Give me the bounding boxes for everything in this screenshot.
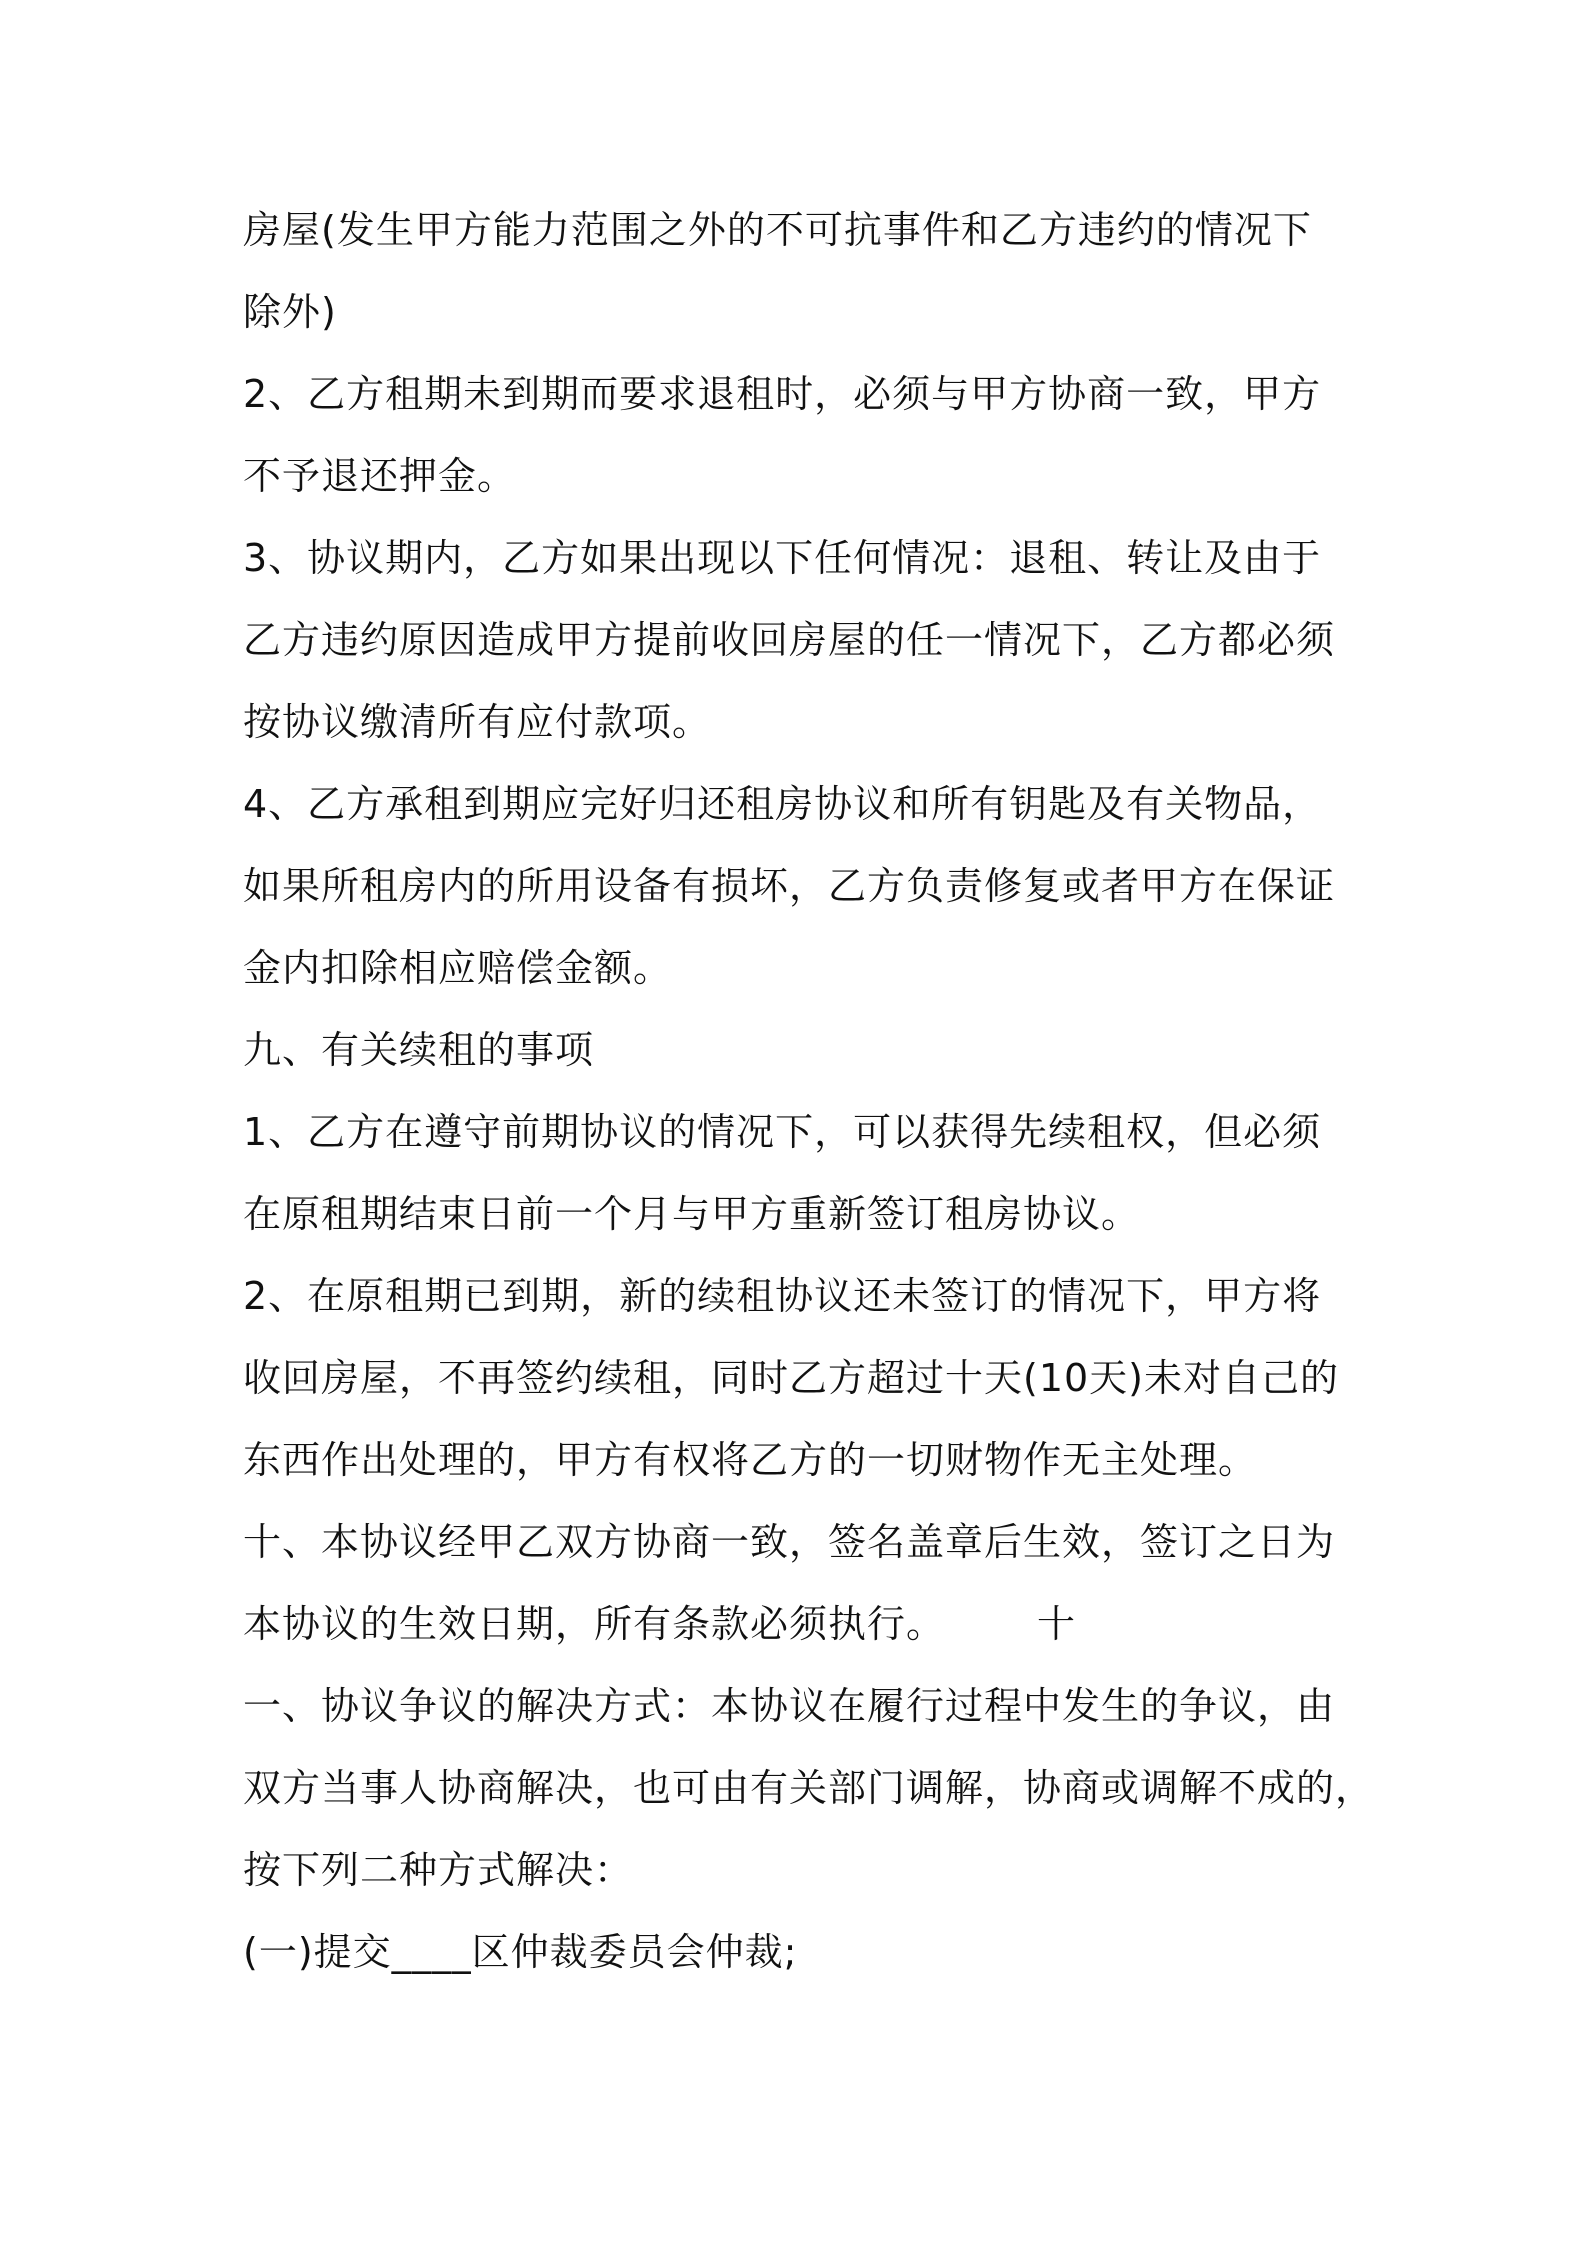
text-line: 在原租期结束日前一个月与甲方重新签订租房协议。 <box>243 1192 1141 1236</box>
text-line: 一、协议争议的解决方式：本协议在履行过程中发生的争议，由 <box>243 1684 1336 1728</box>
text-line: 金内扣除相应赔偿金额。 <box>243 946 673 990</box>
text-line: 收回房屋，不再签约续租，同时乙方超过十天(10天)未对自己的 <box>243 1356 1340 1400</box>
text-line: 十、本协议经甲乙双方协商一致，签名盖章后生效，签订之日为 <box>243 1520 1336 1564</box>
text-line <box>243 1599 1353 1649</box>
text-line: 3、协议期内，乙方如果出现以下任何情况：退租、转让及由于 <box>243 536 1322 580</box>
text-line: 1、乙方在遵守前期协议的情况下，可以获得先续租权，但必须 <box>243 1110 1322 1154</box>
text-line: 除外) <box>243 290 337 334</box>
text-line: 东西作出处理的，甲方有权将乙方的一切财物作无主处理。 <box>243 1438 1258 1482</box>
text-line: 如果所租房内的所用设备有损坏，乙方负责修复或者甲方在保证 <box>243 864 1336 908</box>
section-number-fragment: 十 <box>1037 1602 1077 1646</box>
text-line: 双方当事人协商解决，也可由有关部门调解，协商或调解不成的， <box>243 1766 1375 1810</box>
text-line: 按协议缴清所有应付款项。 <box>243 700 712 744</box>
text-line: (一)提交____区仲裁委员会仲裁; <box>243 1930 798 1974</box>
text-line: 4、乙方承租到期应完好归还租房协议和所有钥匙及有关物品， <box>243 782 1322 826</box>
text-line: 按下列二种方式解决： <box>243 1848 634 1892</box>
text-line-main: 本协议的生效日期，所有条款必须执行。 <box>243 1602 946 1646</box>
text-line: 2、乙方租期未到期而要求退租时，必须与甲方协商一致，甲方 <box>243 372 1322 416</box>
text-line: 乙方违约原因造成甲方提前收回房屋的任一情况下，乙方都必须 <box>243 618 1336 662</box>
text-line: 不予退还押金。 <box>243 454 517 498</box>
text-line: 2、在原租期已到期，新的续租协议还未签订的情况下，甲方将 <box>243 1274 1322 1318</box>
text-line: 房屋(发生甲方能力范围之外的不可抗事件和乙方违约的情况下 <box>243 208 1312 252</box>
section-heading: 九、有关续租的事项 <box>243 1028 595 1072</box>
